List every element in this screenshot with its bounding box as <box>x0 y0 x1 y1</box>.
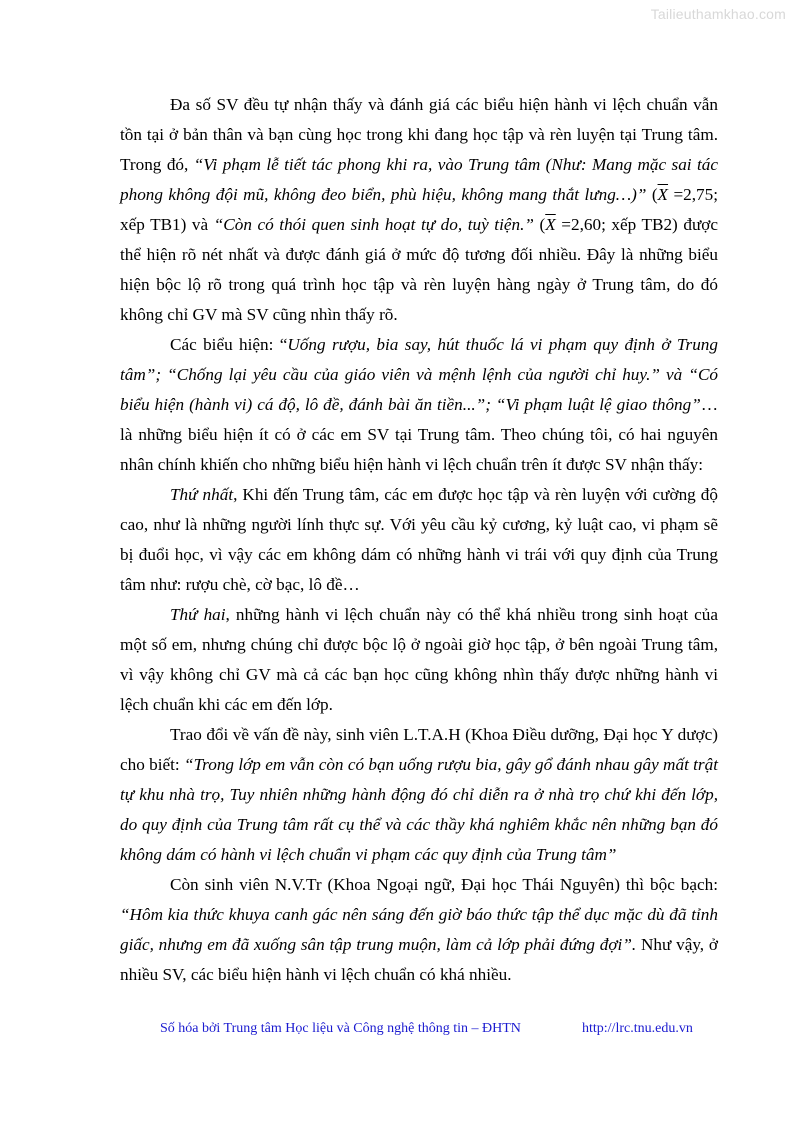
paragraph-6 <box>120 870 718 990</box>
quote: “Vi phạm lễ tiết tác phong khi ra, vào Trung tâm (Như: Mang mặc sai tác phong không đội mũ, không đeo biển, phù hiệu, không mang thắt lưng…)” <box>120 155 719 204</box>
paragraph-4 <box>120 600 718 720</box>
lead-phrase: Thứ hai <box>170 605 226 624</box>
footer-link[interactable]: http://lrc.tnu.edu.vn <box>582 1021 693 1036</box>
text: Các biểu hiện: “ <box>170 335 288 354</box>
text: Đa số SV đều tự nhận thấy và đánh giá các biểu hiện hành vi lệch chuẩn vẫn tồn tại ở bản thân và bạn cùng học trong khi đang học tập và rèn luyện tại Trung tâm. Trong đó, <box>120 95 718 174</box>
paragraph-2 <box>120 330 718 480</box>
footer-credit: Số hóa bởi Trung tâm Học liệu và Công nghệ thông tin – ĐHTN <box>160 1021 521 1036</box>
watermark: Tailieuthamkhao.com <box>650 6 786 22</box>
document-body <box>120 90 718 990</box>
paragraph-5 <box>120 720 718 870</box>
text: ( <box>533 215 546 234</box>
mean-symbol: $\overline{X}$ <box>545 215 556 234</box>
mean-symbol: $\overline{X}$ <box>657 185 669 204</box>
text: =2,75; xếp TB1) và <box>120 185 719 234</box>
text: Trao đổi về vấn đề này, sinh viên L.T.A.H (Khoa Điều dưỡng, Đại học Y dược) cho biết: <box>120 725 718 774</box>
text: , những hành vi lệch chuẩn này có thể khá nhiều trong sinh hoạt của một số em, nhưng chúng chỉ được bộc lộ ở ngoài giờ học tập, ở bên ngoài Trung tâm, vì vậy không chỉ GV mà cả các bạn học cũng không nhìn thấy được những hành vi lệch chuẩn khi các em đến lớp. <box>120 605 719 714</box>
text: … là những biểu hiện ít có ở các em SV tại Trung tâm. Theo chúng tôi, có hai nguyên nhân chính khiến cho những biểu hiện hành vi lệch chuẩn trên ít được SV nhận thấy: <box>120 395 718 474</box>
quote: Uống rượu, bia say, hút thuốc lá vi phạm quy định ở Trung tâm”; “Chống lại yêu cầu của giáo viên và mệnh lệnh của người chỉ huy.” và “Có biểu hiện (hành vi) cá độ, lô đề, đánh bài ăn tiền...”; “Vi phạm luật lệ giao thông” <box>120 335 718 414</box>
text: Như vậy, ở nhiều SV, các biểu hiện hành vi lệch chuẩn có khá nhiều. <box>120 935 718 984</box>
text: ( <box>646 185 658 204</box>
text: =2,60; xếp TB2) được thể hiện rõ nét nhất và được đánh giá ở mức độ tương đối nhiều. Đây là những biểu hiện bộc lộ rõ trong quá trình học tập và rèn luyện hàng ngày ở Trung tâm, do đó không chỉ GV mà SV cũng nhìn thấy rõ. <box>120 215 718 324</box>
quote: “Hôm kia thức khuya canh gác nên sáng đến giờ báo thức tập thể dục mặc dù đã tỉnh giấc, nhưng em đã xuống sân tập trung muộn, làm cả lớp phải đứng đợi”. <box>120 905 718 954</box>
paragraph-1 <box>120 90 718 330</box>
quote: “Trong lớp em vẫn còn có bạn uống rượu bia, gây gổ đánh nhau gây mất trật tự khu nhà trọ, Tuy nhiên những hành động đó chỉ diễn ra ở nhà trọ chứ khi đến lớp, do quy định của Trung tâm rất cụ thể và các thầy khá nghiêm khắc nên những bạn đó không dám có hành vi lệch chuẩn vi phạm các quy định của Trung tâm” <box>120 755 718 864</box>
text: , Khi đến Trung tâm, các em được học tập và rèn luyện với cường độ cao, như là những người lính thực sự. Với yêu cầu kỷ cương, kỷ luật cao, vi phạm sẽ bị đuổi học, vì vậy các em không dám có những hành vi trái với quy định của Trung tâm như: rượu chè, cờ bạc, lô đề… <box>120 485 718 594</box>
quote: “Còn có thói quen sinh hoạt tự do, tuỳ tiện.” <box>213 215 534 234</box>
paragraph-3 <box>120 480 718 600</box>
text: Còn sinh viên N.V.Tr (Khoa Ngoại ngữ, Đại học Thái Nguyên) thì bộc bạch: <box>170 875 718 894</box>
lead-phrase: Thứ nhất <box>170 485 234 504</box>
